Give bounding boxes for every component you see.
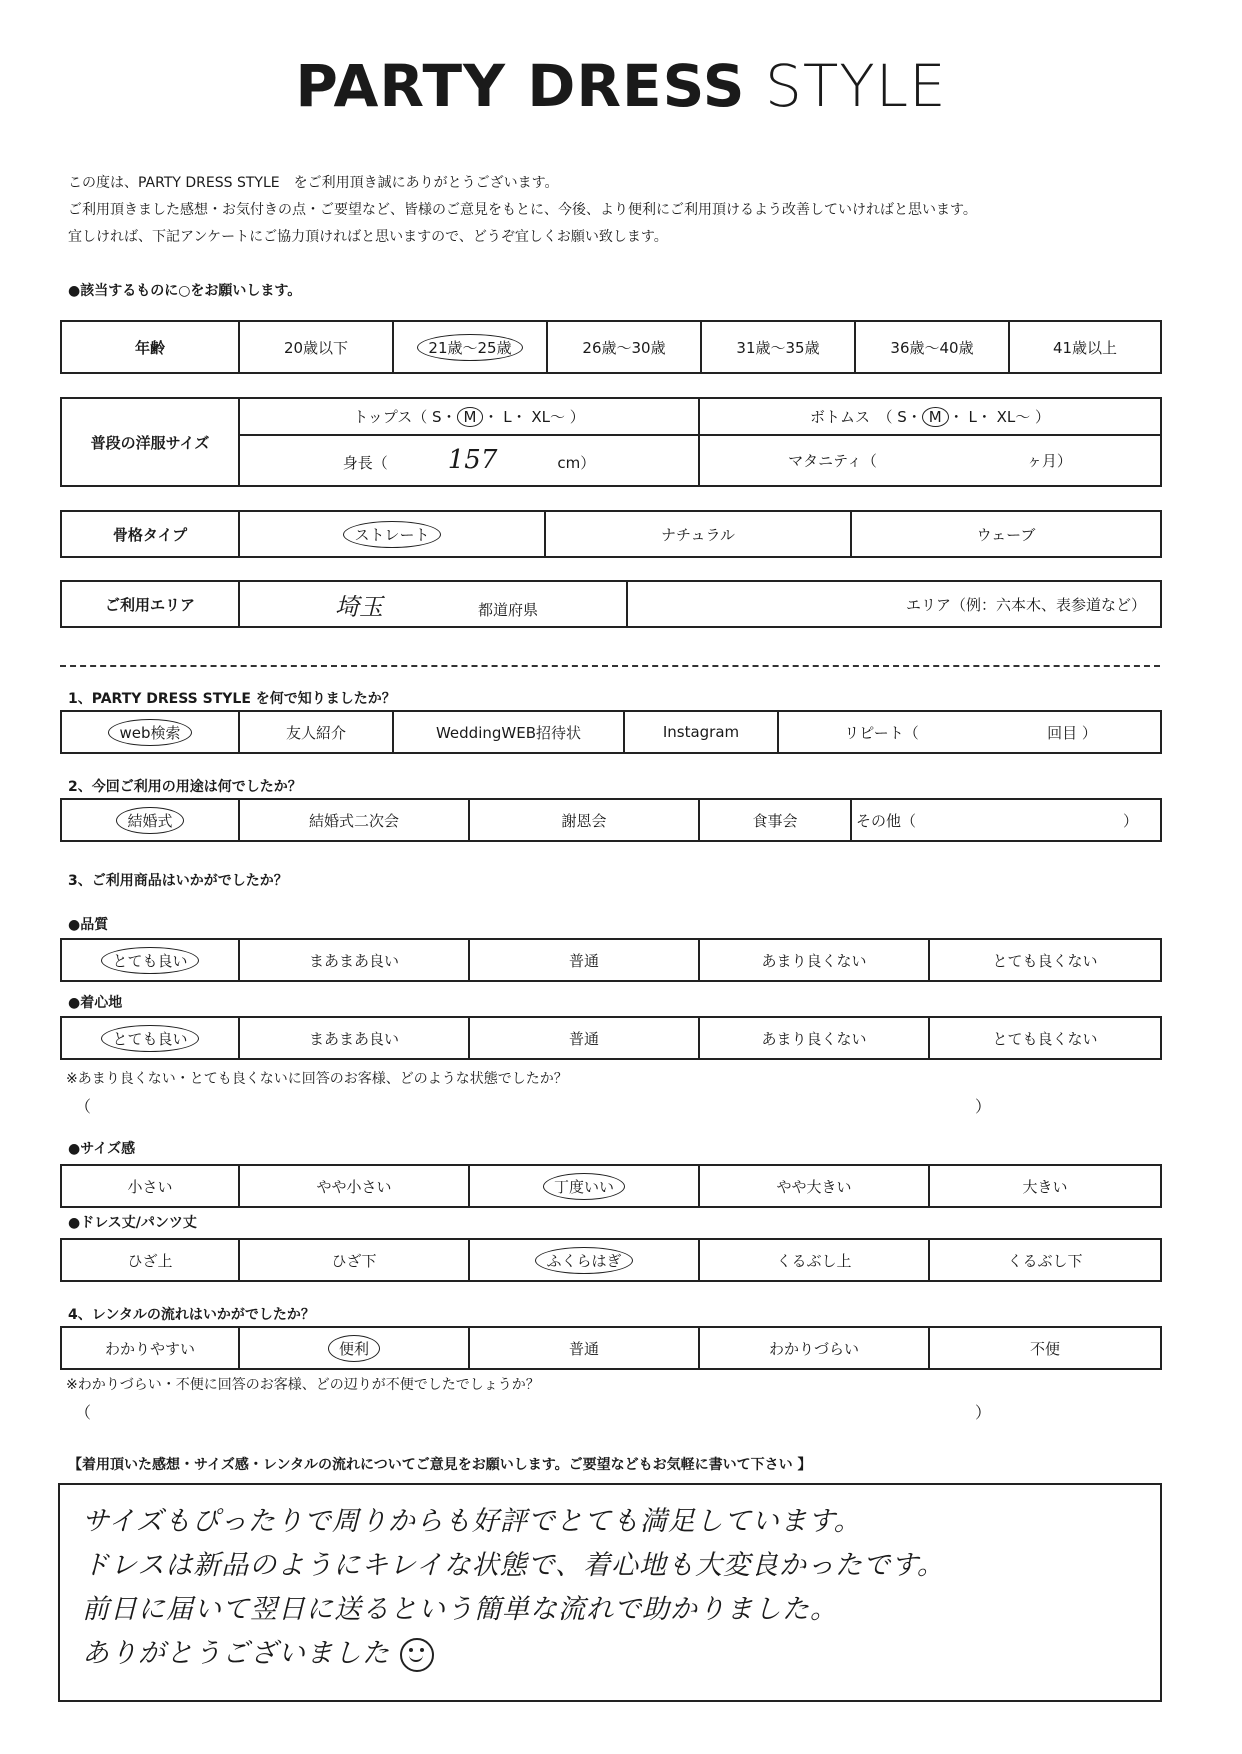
intro-line: この度は、PARTY DRESS STYLE をご利用頂き誠にありがとうございます。 <box>68 175 559 191</box>
area-label: ご利用エリア <box>61 581 239 627</box>
q2-option[interactable]: 食事会 <box>699 799 851 841</box>
profile-heading: ●該当するものに○をお願いします。 <box>68 283 302 299</box>
q1-option[interactable]: WeddingWEB招待状 <box>393 711 624 753</box>
comfort-option[interactable]: とても良くない <box>929 1017 1161 1059</box>
maternity-field[interactable]: マタニティ（ ヶ月） <box>699 435 1161 486</box>
selected-circle: M <box>457 407 484 427</box>
area-value: 埼玉 <box>335 592 383 621</box>
q4-note: ※わかりづらい・不便に回答のお客様、どの辺りが不便でしたでしょうか？ <box>66 1377 540 1393</box>
q4-option[interactable]: わかりづらい <box>699 1327 929 1369</box>
age-option-selected[interactable] <box>393 321 547 373</box>
comfort-option-selected[interactable] <box>61 1017 239 1059</box>
q2-table <box>60 798 1162 842</box>
quality-option[interactable]: あまり良くない <box>699 939 929 981</box>
section-divider <box>60 665 1160 667</box>
q4-table <box>60 1326 1162 1370</box>
size-table <box>60 397 1162 487</box>
fit-table <box>60 1164 1162 1208</box>
height-value: 157 <box>447 445 498 476</box>
fit-label: ●サイズ感 <box>68 1141 136 1157</box>
comfort-label: ●着心地 <box>68 995 123 1011</box>
selected-circle: ストレート <box>343 521 440 548</box>
comfort-option[interactable]: まあまあ良い <box>239 1017 469 1059</box>
age-option[interactable]: 31歳～35歳 <box>701 321 855 373</box>
age-option[interactable]: 41歳以上 <box>1009 321 1161 373</box>
q4-option[interactable]: わかりやすい <box>61 1327 239 1369</box>
quality-table <box>60 938 1162 982</box>
q1-option-selected[interactable] <box>61 711 239 753</box>
comment-line: サイズもぴったりで周りからも好評でとても満足しています。 <box>82 1506 862 1537</box>
selected-circle: 丁度いい <box>543 1173 625 1200</box>
q4-option[interactable]: 不便 <box>929 1327 1161 1369</box>
paren-open: （ <box>75 1403 92 1422</box>
age-table <box>60 320 1162 374</box>
brand-logo: PARTY DRESS STYLE <box>295 52 947 120</box>
selected-circle: M <box>922 407 949 427</box>
area-detail-field[interactable]: エリア（例：六本木、表参道など） <box>627 581 1161 627</box>
comfort-table <box>60 1016 1162 1060</box>
q1-option[interactable]: 友人紹介 <box>239 711 393 753</box>
size-label: 普段の洋服サイズ <box>61 398 239 486</box>
fit-option[interactable]: やや大きい <box>699 1165 929 1207</box>
tops-size-field[interactable]: トップス（ S・ M ・ L・ XL～ ） <box>239 398 699 435</box>
q2-option-selected[interactable] <box>61 799 239 841</box>
selected-circle: とても良い <box>101 1025 198 1052</box>
fit-option-selected[interactable] <box>469 1165 699 1207</box>
q2-option-other[interactable]: その他（ <box>851 799 951 841</box>
age-option[interactable]: 36歳～40歳 <box>855 321 1009 373</box>
age-label: 年齢 <box>61 321 239 373</box>
intro-text <box>68 170 977 251</box>
paren-close: ） <box>975 1097 992 1116</box>
selected-circle: ふくらはぎ <box>535 1247 632 1274</box>
age-option[interactable]: 26歳～30歳 <box>547 321 701 373</box>
area-table <box>60 580 1162 628</box>
fit-option[interactable]: やや小さい <box>239 1165 469 1207</box>
selected-circle: web検索 <box>108 719 191 746</box>
age-option[interactable]: 20歳以下 <box>239 321 393 373</box>
body-type-option[interactable]: ナチュラル <box>545 511 851 557</box>
body-type-label: 骨格タイプ <box>61 511 239 557</box>
comment-line: 前日に届いて翌日に送るという簡単な流れで助かりました。 <box>82 1594 838 1625</box>
comfort-option[interactable]: あまり良くない <box>699 1017 929 1059</box>
length-option[interactable]: ひざ下 <box>239 1239 469 1281</box>
q1-repeat-count[interactable]: 回目 ） <box>984 711 1161 753</box>
paren-open: （ <box>75 1097 92 1116</box>
q2-option[interactable]: 謝恩会 <box>469 799 699 841</box>
intro-line: 宜しければ、下記アンケートにご協力頂ければと思いますので、どうぞ宜しくお願い致します。 <box>68 229 668 245</box>
body-type-option[interactable]: ウェーブ <box>851 511 1161 557</box>
q4-option-selected[interactable] <box>239 1327 469 1369</box>
q2-title: 2、今回ご利用の用途は何でしたか？ <box>68 779 302 795</box>
comment-line-last: ありがとうございました <box>82 1631 434 1672</box>
selected-circle: 便利 <box>328 1335 380 1362</box>
q3-title: 3、ご利用商品はいかがでしたか？ <box>68 873 288 889</box>
quality-option[interactable]: 普通 <box>469 939 699 981</box>
intro-line: ご利用頂きました感想・お気付きの点・ご要望など、皆様のご意見をもとに、今後、より便利にご利用頂けるよう改善していければと思います。 <box>68 202 977 218</box>
comment-box[interactable] <box>58 1483 1162 1702</box>
quality-label: ●品質 <box>68 917 109 933</box>
length-option[interactable]: ひざ上 <box>61 1239 239 1281</box>
comfort-option[interactable]: 普通 <box>469 1017 699 1059</box>
quality-option-selected[interactable] <box>61 939 239 981</box>
body-type-option-selected[interactable] <box>239 511 545 557</box>
q1-title: 1、PARTY DRESS STYLE を何で知りましたか？ <box>68 691 396 707</box>
quality-option[interactable]: とても良くない <box>929 939 1161 981</box>
q4-title: 4、レンタルの流れはいかがでしたか？ <box>68 1307 315 1323</box>
q2-option[interactable]: 結婚式二次会 <box>239 799 469 841</box>
length-option[interactable]: くるぶし上 <box>699 1239 929 1281</box>
area-prefecture-field[interactable]: 埼玉 都道府県 <box>239 581 627 627</box>
paren-close: ） <box>975 1403 992 1422</box>
comment-line: ドレスは新品のようにキレイな状態で、着心地も大変良かったです。 <box>82 1550 945 1581</box>
height-field[interactable]: 身長（ 157 cm） <box>239 435 699 486</box>
length-option[interactable]: くるぶし下 <box>929 1239 1161 1281</box>
quality-option[interactable]: まあまあ良い <box>239 939 469 981</box>
q1-option-repeat[interactable]: リピート（ <box>778 711 984 753</box>
comfort-note: ※あまり良くない・とても良くないに回答のお客様、どのような状態でしたか？ <box>66 1071 568 1087</box>
comment-title: 【着用頂いた感想・サイズ感・レンタルの流れについてご意見をお願いします。ご要望などもお気軽に書いて下さい 】 <box>68 1457 812 1473</box>
q1-option[interactable]: Instagram <box>624 711 778 753</box>
bottoms-size-field[interactable]: ボトムス （ S・ M ・ L・ XL～ ） <box>699 398 1161 435</box>
fit-option[interactable]: 小さい <box>61 1165 239 1207</box>
smiley-face-icon <box>400 1638 434 1672</box>
selected-circle: とても良い <box>101 947 198 974</box>
selected-circle: 結婚式 <box>116 807 183 834</box>
length-table <box>60 1238 1162 1282</box>
length-label: ●ドレス丈/パンツ丈 <box>68 1215 197 1231</box>
q1-table <box>60 710 1162 754</box>
body-type-table <box>60 510 1162 558</box>
q2-other-close: ） <box>951 799 1161 841</box>
selected-circle: 21歳～25歳 <box>417 334 522 361</box>
q4-option[interactable]: 普通 <box>469 1327 699 1369</box>
length-option-selected[interactable] <box>469 1239 699 1281</box>
fit-option[interactable]: 大きい <box>929 1165 1161 1207</box>
